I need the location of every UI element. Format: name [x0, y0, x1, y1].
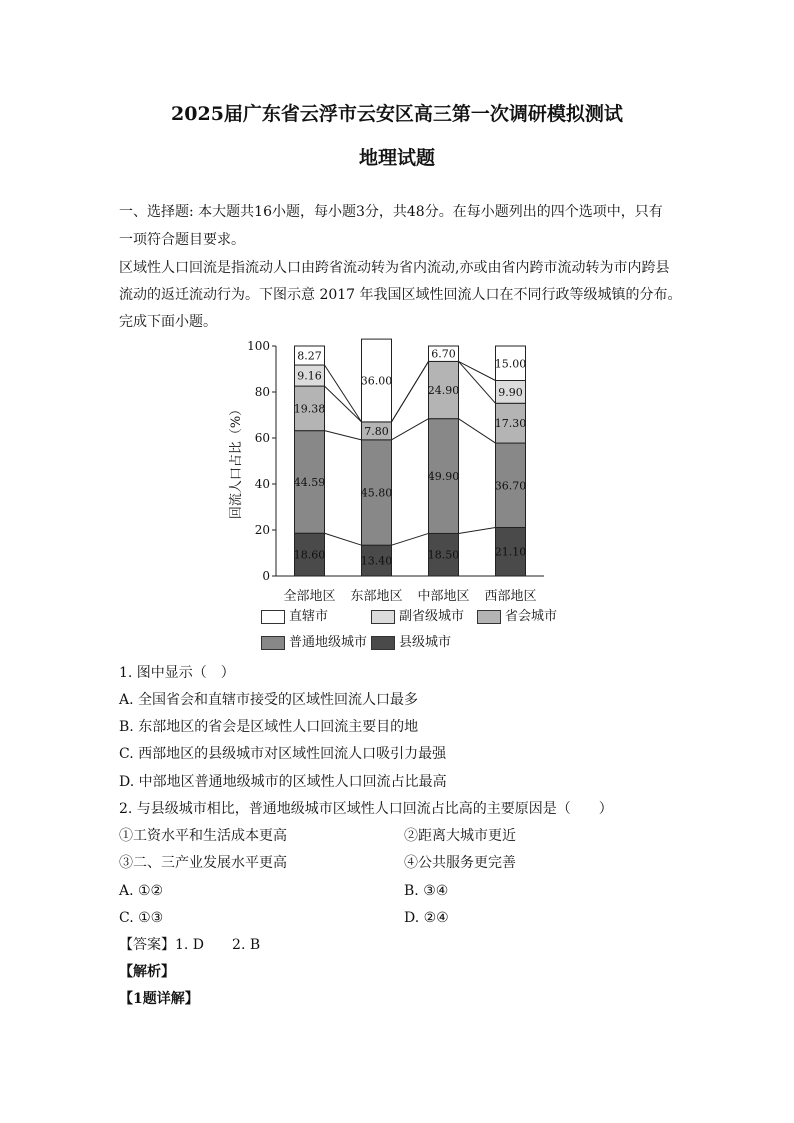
- bar-value-label: 18.60: [293, 548, 326, 562]
- stacked-bar-chart: [222, 336, 562, 611]
- x-category-label: 中部地区: [417, 589, 470, 604]
- x-category-label: 全部地区: [283, 589, 336, 604]
- intro-line-3: 完成下面小题。: [119, 314, 217, 330]
- legend-swatch-zhixiashi: [261, 610, 285, 624]
- analysis-label: 【解析】: [119, 964, 175, 980]
- boundary-connector: [459, 419, 496, 443]
- section-line-1: 一、选择题: 本大题共16小题，每小题3分，共48分。在每小题列出的四个选项中，只有: [119, 204, 663, 220]
- bar-value-label: 8.27: [297, 349, 322, 363]
- boundary-connector: [392, 533, 429, 545]
- bar-value-label: 36.00: [360, 374, 393, 388]
- q2-option-d: D. ②④: [404, 910, 449, 926]
- y-tick-label: 0: [262, 569, 270, 583]
- boundary-connector: [459, 527, 496, 533]
- legend-swatch-putongdiji: [261, 636, 285, 650]
- x-category-label: 西部地区: [484, 589, 537, 604]
- boundary-connector: [325, 533, 362, 545]
- answer-line: 【答案】1. D 2. B: [119, 937, 261, 953]
- legend-swatch-shenghui: [477, 610, 501, 624]
- y-tick-label: 60: [254, 431, 270, 445]
- page-subtitle: 地理试题: [358, 147, 435, 169]
- y-tick-label: 80: [254, 385, 270, 399]
- boundary-connector: [459, 361, 496, 403]
- y-tick-label: 40: [254, 477, 270, 491]
- legend-swatch-xianji: [371, 636, 395, 650]
- boundary-connector: [325, 386, 362, 422]
- q2-choice-3: ③二、三产业发展水平更高: [119, 855, 287, 871]
- intro-line-2: 流动的返迁流动行为。下图示意 2017 年我国区域性回流人口在不同行政等级城镇的分布。: [119, 287, 682, 303]
- bar-value-label: 9.90: [498, 385, 523, 399]
- bar-value-label: 44.59: [293, 475, 326, 489]
- legend-label-putongdiji: 普通地级城市: [289, 635, 368, 650]
- q2-choice-1: ①工资水平和生活成本更高: [119, 828, 287, 844]
- bar-value-label: 45.80: [360, 486, 393, 500]
- section-line-2: 一项符合题目要求。: [119, 232, 245, 248]
- bar-value-label: 18.50: [427, 548, 460, 562]
- y-tick-label: 100: [247, 339, 270, 353]
- bar-value-label: 15.00: [494, 357, 527, 371]
- bar-value-label: 24.90: [427, 384, 460, 398]
- page-title: 2025届广东省云浮市云安区高三第一次调研模拟测试: [171, 103, 623, 125]
- q1-option-c: C. 西部地区的县级城市对区域性回流人口吸引力最强: [119, 746, 447, 762]
- q2-option-a: A. ①②: [119, 883, 164, 899]
- q2-option-c: C. ①③: [119, 910, 164, 926]
- q2-option-b: B. ③④: [404, 883, 449, 899]
- bar-value-label: 49.90: [427, 470, 460, 484]
- q1-option-b: B. 东部地区的省会是区域性人口回流主要目的地: [119, 719, 419, 735]
- bar-value-label: 7.80: [364, 424, 389, 438]
- boundary-connector: [459, 361, 496, 380]
- q2-stem: 2. 与县级城市相比，普通地级城市区域性人口回流占比高的主要原因是（ ）: [119, 801, 613, 817]
- y-axis-title: 回流人口占比（%）: [229, 402, 244, 520]
- q1-stem: 1. 图中显示（ ）: [119, 665, 235, 681]
- bar-value-label: 36.70: [494, 479, 527, 493]
- legend-label-zhixiashi: 直辖市: [289, 609, 329, 624]
- legend-label-fushengji: 副省级城市: [399, 609, 465, 624]
- q2-choice-2: ②距离大城市更近: [404, 828, 516, 844]
- bar-value-label: 21.10: [494, 545, 527, 559]
- boundary-connector: [325, 365, 362, 422]
- q1-option-a: A. 全国省会和直辖市接受的区域性回流人口最多: [119, 692, 419, 708]
- bar-value-label: 9.16: [297, 369, 322, 383]
- q2-choice-4: ④公共服务更完善: [404, 855, 516, 871]
- bar-value-label: 19.38: [293, 402, 326, 416]
- intro-line-1: 区域性人口回流是指流动人口由跨省流动转为省内流动,亦或由省内跨市流动转为市内跨县: [119, 260, 670, 276]
- boundary-connector: [325, 431, 362, 440]
- boundary-connector: [392, 419, 429, 440]
- bar-value-label: 13.40: [360, 554, 393, 568]
- legend-label-xianji: 县级城市: [399, 635, 452, 650]
- detail-label: 【1题详解】: [119, 991, 199, 1007]
- q1-option-d: D. 中部地区普通地级城市的区域性人口回流占比最高: [119, 774, 447, 790]
- legend-label-shenghui: 省会城市: [505, 609, 558, 624]
- boundary-connector: [392, 361, 429, 421]
- x-category-label: 东部地区: [350, 589, 403, 604]
- y-tick-label: 20: [254, 523, 270, 537]
- bar-value-label: 6.70: [431, 347, 456, 361]
- bar-value-label: 17.30: [494, 417, 527, 431]
- legend-swatch-fushengji: [371, 610, 395, 624]
